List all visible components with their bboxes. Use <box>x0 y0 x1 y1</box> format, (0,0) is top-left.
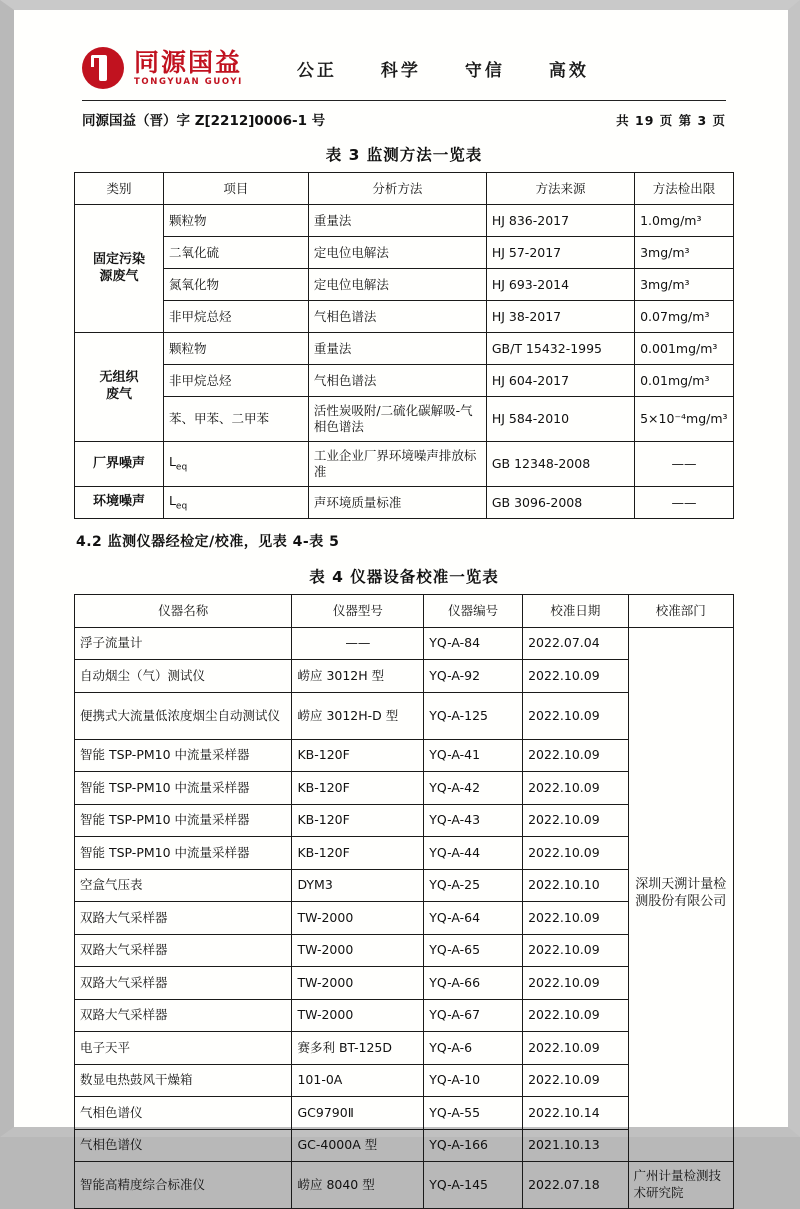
cell-method: 重量法 <box>308 205 486 237</box>
cell-limit: 3mg/m³ <box>635 237 734 269</box>
cell-code: YQ-A-64 <box>424 902 523 935</box>
table3-header-row <box>75 173 734 205</box>
document-meta-line <box>82 109 726 129</box>
cell-item: 苯、甲苯、二甲苯 <box>163 397 308 442</box>
cell-source: HJ 57-2017 <box>486 237 634 269</box>
brand-block <box>134 47 243 87</box>
cell-code: YQ-A-44 <box>424 837 523 870</box>
cell-limit: —— <box>635 442 734 487</box>
cell-source: HJ 584-2010 <box>486 397 634 442</box>
cell-code: YQ-A-25 <box>424 869 523 902</box>
cell-source: HJ 38-2017 <box>486 301 634 333</box>
table-row <box>75 1162 734 1209</box>
cell-date: 2022.10.09 <box>523 934 628 967</box>
cell-name: 双路大气采样器 <box>75 902 292 935</box>
table4-col-dept: 校准部门 <box>628 595 733 628</box>
cell-model: 崂应 3012H 型 <box>292 660 424 693</box>
cell-code: YQ-A-67 <box>424 999 523 1032</box>
cell-name: 数显电热鼓风干燥箱 <box>75 1064 292 1097</box>
table4-col-name: 仪器名称 <box>75 595 292 628</box>
table3-category-1: 固定污染 源废气 <box>75 205 164 333</box>
cell-model: GC-4000A 型 <box>292 1129 424 1162</box>
cell-date: 2022.10.10 <box>523 869 628 902</box>
paper-sheet <box>14 10 788 1200</box>
slogan-2: 科学 <box>380 60 421 81</box>
cell-model: 崂应 3012H-D 型 <box>292 692 424 739</box>
cell-model: TW-2000 <box>292 967 424 1000</box>
cell-name: 气相色谱仪 <box>75 1097 292 1130</box>
table4-title: 表 4 仪器设备校准一览表 <box>309 568 499 586</box>
table3-category-2: 无组织 废气 <box>75 333 164 442</box>
cell-model: KB-120F <box>292 739 424 772</box>
cell-item: 颗粒物 <box>163 205 308 237</box>
table-row <box>75 237 734 269</box>
table-row <box>75 487 734 519</box>
table4-col-date: 校准日期 <box>523 595 628 628</box>
cell-date: 2022.10.09 <box>523 967 628 1000</box>
slogan-4: 高效 <box>548 60 589 81</box>
cell-code: YQ-A-42 <box>424 772 523 805</box>
table-row <box>75 365 734 397</box>
table3-col-method: 分析方法 <box>308 173 486 205</box>
cell-limit: 0.01mg/m³ <box>635 365 734 397</box>
cell-code: YQ-A-65 <box>424 934 523 967</box>
cell-method: 定电位电解法 <box>308 269 486 301</box>
cell-model: KB-120F <box>292 804 424 837</box>
slogan-3: 守信 <box>464 60 505 81</box>
cell-item: 二氧化硫 <box>163 237 308 269</box>
page-number: 共 19 页 第 3 页 <box>616 113 726 128</box>
cell-date: 2022.07.18 <box>523 1162 628 1209</box>
cell-method: 声环境质量标准 <box>308 487 486 519</box>
cell-dept-last: 广州计量检测技术研究院 <box>628 1162 733 1209</box>
cell-model: GC9790Ⅱ <box>292 1097 424 1130</box>
table3-col-source: 方法来源 <box>486 173 634 205</box>
cell-date: 2022.10.09 <box>523 902 628 935</box>
cell-source: HJ 836-2017 <box>486 205 634 237</box>
cell-date: 2022.10.09 <box>523 692 628 739</box>
slogan-list <box>297 56 589 81</box>
cell-code: YQ-A-41 <box>424 739 523 772</box>
cell-name: 双路大气采样器 <box>75 967 292 1000</box>
header-divider <box>82 100 726 101</box>
dept-main-label: 深圳天溯计量检测股份有限公司 <box>635 877 727 910</box>
cell-dept-main <box>628 627 733 1162</box>
cell-limit: 0.07mg/m³ <box>635 301 734 333</box>
table-row <box>75 301 734 333</box>
table-instrument-calibration <box>74 594 734 1209</box>
letterhead <box>82 40 734 96</box>
cell-item: 颗粒物 <box>163 333 308 365</box>
cell-source: GB/T 15432-1995 <box>486 333 634 365</box>
cell-code: YQ-A-145 <box>424 1162 523 1209</box>
cell-source: GB 3096-2008 <box>486 487 634 519</box>
cell-source: HJ 604-2017 <box>486 365 634 397</box>
cell-method: 重量法 <box>308 333 486 365</box>
cell-method: 活性炭吸附/二硫化碳解吸-气相色谱法 <box>308 397 486 442</box>
cell-method: 气相色谱法 <box>308 365 486 397</box>
table3-category-4: 环境噪声 <box>75 487 164 519</box>
cell-name: 智能 TSP-PM10 中流量采样器 <box>75 739 292 772</box>
cell-model: 101-0A <box>292 1064 424 1097</box>
company-logo-icon <box>82 47 124 89</box>
cell-method: 工业企业厂界环境噪声排放标准 <box>308 442 486 487</box>
table-row <box>75 269 734 301</box>
cell-date: 2022.07.04 <box>523 627 628 660</box>
table4-col-model: 仪器型号 <box>292 595 424 628</box>
cell-name: 空盒气压表 <box>75 869 292 902</box>
cell-code: YQ-A-166 <box>424 1129 523 1162</box>
cell-date: 2022.10.09 <box>523 804 628 837</box>
cell-date: 2022.10.09 <box>523 1064 628 1097</box>
cell-model: —— <box>292 627 424 660</box>
cell-method: 定电位电解法 <box>308 237 486 269</box>
cell-date: 2022.10.09 <box>523 739 628 772</box>
cell-item: 非甲烷总烃 <box>163 365 308 397</box>
cell-name: 双路大气采样器 <box>75 934 292 967</box>
cell-model: DYM3 <box>292 869 424 902</box>
cell-name: 自动烟尘（气）测试仪 <box>75 660 292 693</box>
cell-method: 气相色谱法 <box>308 301 486 333</box>
cell-date: 2022.10.09 <box>523 837 628 870</box>
table4-col-code: 仪器编号 <box>424 595 523 628</box>
cell-code: YQ-A-6 <box>424 1032 523 1065</box>
cell-limit: 0.001mg/m³ <box>635 333 734 365</box>
cell-date: 2022.10.14 <box>523 1097 628 1130</box>
cell-code: YQ-A-66 <box>424 967 523 1000</box>
cell-model: TW-2000 <box>292 902 424 935</box>
cell-date: 2022.10.09 <box>523 1032 628 1065</box>
page-content <box>74 40 734 1209</box>
table3-col-limit: 方法检出限 <box>635 173 734 205</box>
table3-col-category: 类别 <box>75 173 164 205</box>
cell-name: 智能 TSP-PM10 中流量采样器 <box>75 837 292 870</box>
cell-code: YQ-A-125 <box>424 692 523 739</box>
cell-model: TW-2000 <box>292 999 424 1032</box>
cell-model: KB-120F <box>292 772 424 805</box>
cell-limit: 1.0mg/m³ <box>635 205 734 237</box>
cell-name: 浮子流量计 <box>75 627 292 660</box>
cell-code: YQ-A-92 <box>424 660 523 693</box>
table3-col-item: 项目 <box>163 173 308 205</box>
cell-name: 智能高精度综合标准仪 <box>75 1162 292 1209</box>
table-monitoring-methods <box>74 172 734 519</box>
table-row <box>75 333 734 365</box>
cell-model: 崂应 8040 型 <box>292 1162 424 1209</box>
cell-item: $L_{eq}$ <box>163 442 308 487</box>
slogan-1: 公正 <box>296 60 337 81</box>
table3-title: 表 3 监测方法一览表 <box>325 146 483 164</box>
cell-date: 2022.10.09 <box>523 660 628 693</box>
table3-category-3: 厂界噪声 <box>75 442 164 487</box>
cell-source: HJ 693-2014 <box>486 269 634 301</box>
section-4-2-heading: 4.2 监测仪器经检定/校准，见表 4-表 5 <box>76 534 340 550</box>
cell-name: 电子天平 <box>75 1032 292 1065</box>
cell-limit: 5×10⁻⁴mg/m³ <box>635 397 734 442</box>
table-row <box>75 205 734 237</box>
brand-name-en: TONGYUAN GUOYI <box>134 76 243 87</box>
table4-header-row <box>75 595 734 628</box>
table-row <box>75 627 734 660</box>
cell-name: 双路大气采样器 <box>75 999 292 1032</box>
cell-name: 智能 TSP-PM10 中流量采样器 <box>75 804 292 837</box>
cell-model: TW-2000 <box>292 934 424 967</box>
table-row <box>75 442 734 487</box>
cell-date: 2021.10.13 <box>523 1129 628 1162</box>
cell-code: YQ-A-84 <box>424 627 523 660</box>
table-row <box>75 397 734 442</box>
document-number: 同源国益（晋）字 Z[2212]0006-1 号 <box>82 113 326 129</box>
cell-code: YQ-A-43 <box>424 804 523 837</box>
cell-code: YQ-A-55 <box>424 1097 523 1130</box>
cell-code: YQ-A-10 <box>424 1064 523 1097</box>
cell-date: 2022.10.09 <box>523 772 628 805</box>
cell-model: 赛多利 BT-125D <box>292 1032 424 1065</box>
cell-limit: —— <box>635 487 734 519</box>
cell-limit: 3mg/m³ <box>635 269 734 301</box>
cell-source: GB 12348-2008 <box>486 442 634 487</box>
cell-model: KB-120F <box>292 837 424 870</box>
cell-item: $L_{eq}$ <box>163 487 308 519</box>
cell-name: 气相色谱仪 <box>75 1129 292 1162</box>
cell-item: 非甲烷总烃 <box>163 301 308 333</box>
cell-name: 智能 TSP-PM10 中流量采样器 <box>75 772 292 805</box>
brand-name-cn: 同源国益 <box>134 47 243 77</box>
cell-name: 便携式大流量低浓度烟尘自动测试仪 <box>75 692 292 739</box>
cell-item: 氮氧化物 <box>163 269 308 301</box>
cell-date: 2022.10.09 <box>523 999 628 1032</box>
